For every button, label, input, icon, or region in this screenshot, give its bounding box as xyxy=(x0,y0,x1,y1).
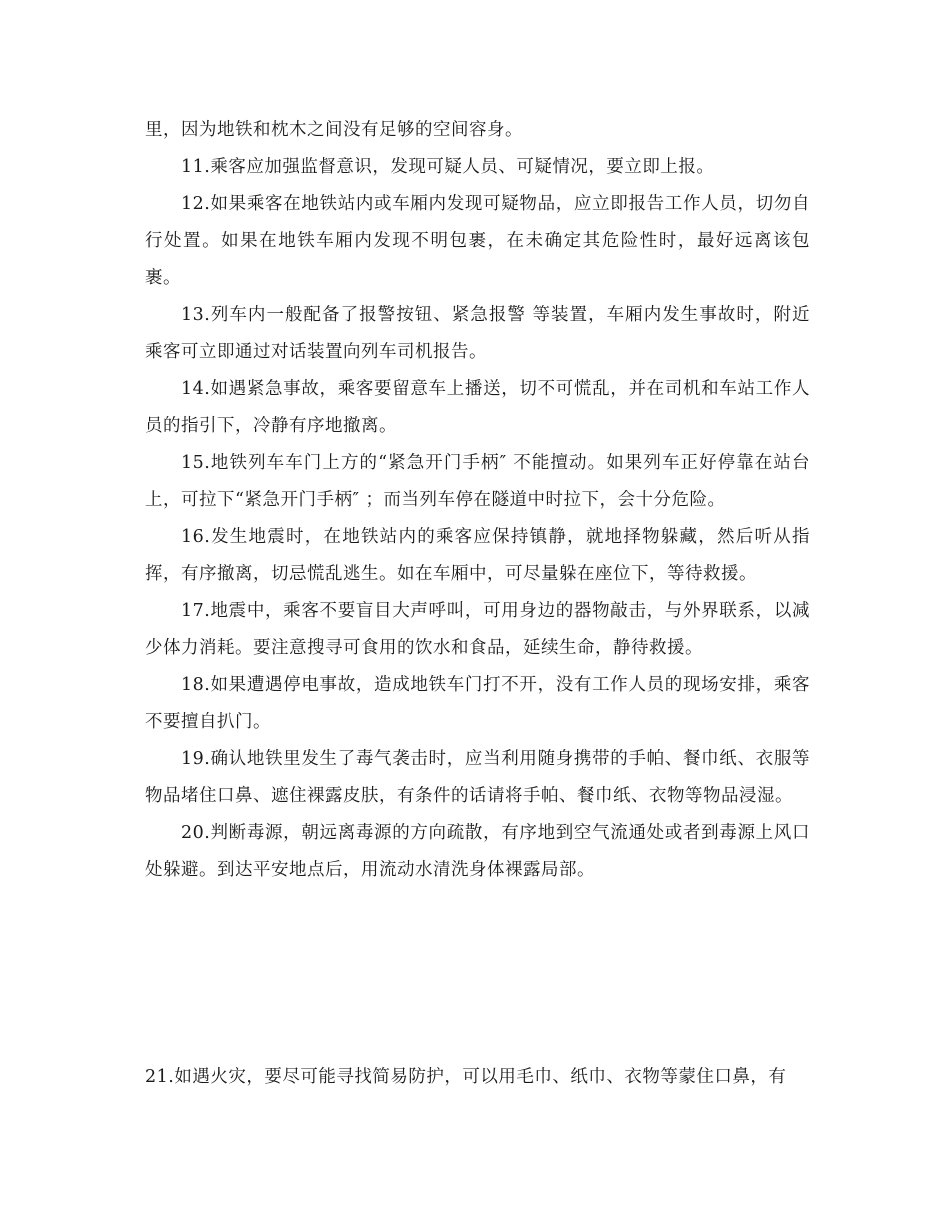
document-tail xyxy=(145,1059,810,1096)
paragraph-item-18: 18.如果遭遇停电事故，造成地铁车门打不开，没有工作人员的现场安排，乘客不要擅自扒门。 xyxy=(145,675,810,732)
paragraph-item-12: 12.如果乘客在地铁站内或车厢内发现可疑物品，应立即报告工作人员，切勿自行处置。如果在地铁车厢内发现不明包裹，在未确定其危险性时，最好远离该包裹。 xyxy=(145,194,810,288)
paragraph-item-17: 17.地震中，乘客不要盲目大声呼叫，可用身边的器物敲击，与外界联系，以减少体力消耗。要注意搜寻可食用的饮水和食品，延续生命，静待救援。 xyxy=(145,601,810,658)
paragraph-item-19: 19.确认地铁里发生了毒气袭击时，应当利用随身携带的手帕、餐巾纸、衣服等物品堵住口鼻、遮住裸露皮肤，有条件的话请将手帕、餐巾纸、衣物等物品浸湿。 xyxy=(145,749,810,806)
paragraph-item-20: 20.判断毒源，朝远离毒源的方向疏散，有序地到空气流通处或者到毒源上风口处躲避。到达平安地点后，用流动水清洗身体裸露局部。 xyxy=(145,823,810,880)
paragraph-item-21: 21.如遇火灾，要尽可能寻找简易防护，可以用毛巾、纸巾、衣物等蒙住口鼻，有 xyxy=(145,1067,787,1087)
paragraph-item-13: 13.列车内一般配备了报警按钮、紧急报警 等装置，车厢内发生事故时，附近乘客可立即通过对话装置向列车司机报告。 xyxy=(145,305,810,362)
paragraph-item-11: 11.乘客应加强监督意识，发现可疑人员、可疑情况，要立即上报。 xyxy=(181,157,715,177)
paragraph-item-16: 16.发生地震时，在地铁站内的乘客应保持镇静，就地择物躲藏，然后听从指挥，有序撤离，切忌慌乱逃生。如在车厢中，可尽量躲在座位下，等待救援。 xyxy=(145,527,810,584)
document-body xyxy=(145,112,810,889)
paragraph-continuation: 里，因为地铁和枕木之间没有足够的空间容身。 xyxy=(145,120,523,140)
paragraph-item-14: 14.如遇紧急事故，乘客要留意车上播送，切不可慌乱，并在司机和车站工作人员的指引下，冷静有序地撤离。 xyxy=(145,379,810,436)
paragraph-item-15: 15.地铁列车车门上方的“紧急开门手柄″ 不能擅动。如果列车正好停靠在站台上，可拉下“紧急开门手柄″ ；而当列车停在隧道中时拉下，会十分危险。 xyxy=(145,453,810,510)
